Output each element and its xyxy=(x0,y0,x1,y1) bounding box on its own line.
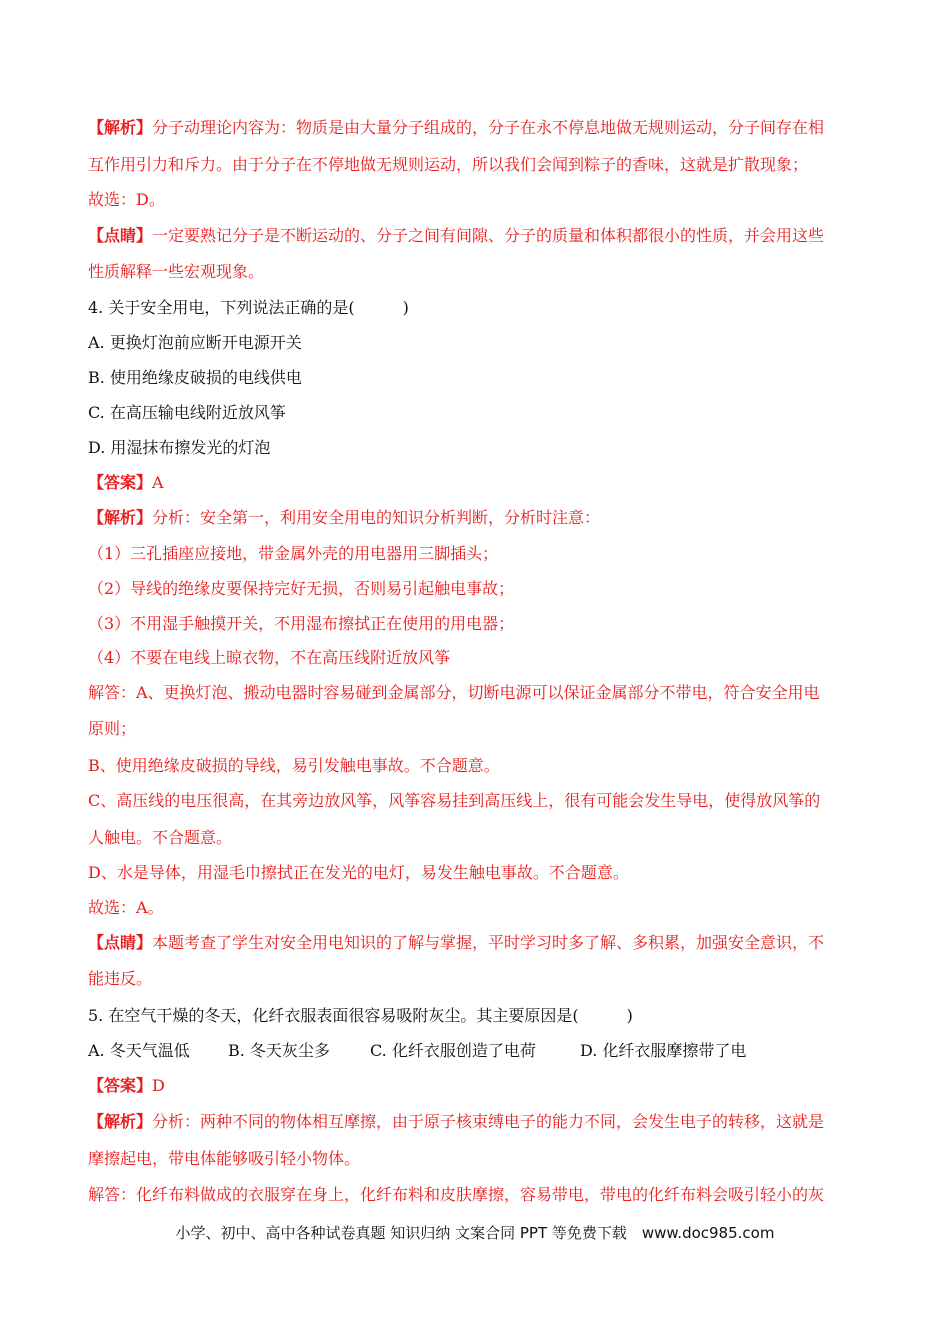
answer-tag: 【答案】 xyxy=(88,1076,153,1095)
q4-comment-line-2: 能违反。 xyxy=(88,969,153,988)
prev-choice: 故选：D。 xyxy=(88,190,165,209)
q4-stem: 4. 关于安全用电，下列说法正确的是( ) xyxy=(88,298,409,317)
analysis-tag: 【解析】 xyxy=(88,508,153,527)
analysis-tag: 【解析】 xyxy=(88,118,153,137)
q4-solution-line-1: 解答：A、更换灯泡、搬动电器时容易碰到金属部分，切断电源可以保证金属部分不带电，符合安全用电 xyxy=(88,683,820,702)
q4-option-b: B. 使用绝缘皮破损的电线供电 xyxy=(88,368,302,387)
comment-tag: 【点睛】 xyxy=(88,226,153,245)
q5-option-c: C. 化纤衣服创造了电荷 xyxy=(370,1041,536,1060)
q4-solution-b: B、使用绝缘皮破损的导线，易引发触电事故。不合题意。 xyxy=(88,756,500,775)
q5-option-b: B. 冬天灰尘多 xyxy=(228,1041,330,1060)
q4-point-2: （2）导线的绝缘皮要保持完好无损，否则易引起触电事故； xyxy=(88,579,515,598)
q5-option-d: D. 化纤衣服摩擦带了电 xyxy=(580,1041,747,1060)
prev-analysis-line-1: 【解析】分子动理论内容为：物质是由大量分子组成的，分子在永不停息地做无规则运动，分子间存在相 xyxy=(88,118,825,137)
q5-solution-line-1: 解答：化纤布料做成的衣服穿在身上，化纤布料和皮肤摩擦，容易带电，带电的化纤布料会吸引轻小的灰 xyxy=(88,1185,825,1204)
q4-point-4: （4）不要在电线上晾衣物，不在高压线附近放风筝 xyxy=(88,648,451,667)
q4-option-d: D. 用湿抹布擦发光的灯泡 xyxy=(88,438,271,457)
q4-solution-c-line-1: C、高压线的电压很高，在其旁边放风筝，风筝容易挂到高压线上，很有可能会发生导电，使得放风筝的 xyxy=(88,791,821,810)
q5-analysis-line-1: 【解析】分析：两种不同的物体相互摩擦，由于原子核束缚电子的能力不同，会发生电子的转移，这就是 xyxy=(88,1112,825,1131)
q5-analysis-line-2: 摩擦起电，带电体能够吸引轻小物体。 xyxy=(88,1149,361,1168)
q4-point-1: （1）三孔插座应接地，带金属外壳的用电器用三脚插头； xyxy=(88,544,499,563)
analysis-tag: 【解析】 xyxy=(88,1112,153,1131)
q5-answer: 【答案】D xyxy=(88,1076,165,1095)
q4-option-a: A. 更换灯泡前应断开电源开关 xyxy=(88,333,302,352)
q4-solution-line-2: 原则； xyxy=(88,719,137,738)
q4-answer: 【答案】A xyxy=(88,473,164,492)
q4-solution-c-line-2: 人触电。不合题意。 xyxy=(88,828,233,847)
q4-option-c: C. 在高压输电线附近放风筝 xyxy=(88,403,286,422)
q5-option-a: A. 冬天气温低 xyxy=(88,1041,190,1060)
q4-point-3: （3）不用湿手触摸开关，不用湿布擦拭正在使用的用电器； xyxy=(88,614,515,633)
prev-comment-line-2: 性质解释一些宏观现象。 xyxy=(88,262,265,281)
q4-choice: 故选：A。 xyxy=(88,898,164,917)
page-footer: 小学、初中、高中各种试卷真题 知识归纳 文案合同 PPT 等免费下载 www.doc985.com xyxy=(175,1224,775,1242)
q4-comment-line-1: 【点睛】本题考查了学生对安全用电知识的了解与掌握，平时学习时多了解、多积累，加强安全意识，不 xyxy=(88,933,825,952)
answer-tag: 【答案】 xyxy=(88,473,153,492)
q4-solution-d: D、水是导体，用湿毛巾擦拭正在发光的电灯，易发生触电事故。不合题意。 xyxy=(88,863,629,882)
q5-stem: 5. 在空气干燥的冬天，化纤衣服表面很容易吸附灰尘。其主要原因是( ) xyxy=(88,1006,633,1025)
prev-analysis-line-2: 互作用引力和斥力。由于分子在不停地做无规则运动，所以我们会闻到粽子的香味，这就是扩散现象； xyxy=(88,155,809,174)
q4-analysis-intro: 【解析】分析：安全第一，利用安全用电的知识分析判断，分析时注意： xyxy=(88,508,601,527)
comment-tag: 【点睛】 xyxy=(88,933,153,952)
prev-comment-line-1: 【点睛】一定要熟记分子是不断运动的、分子之间有间隙、分子的质量和体积都很小的性质，并会用这些 xyxy=(88,226,825,245)
